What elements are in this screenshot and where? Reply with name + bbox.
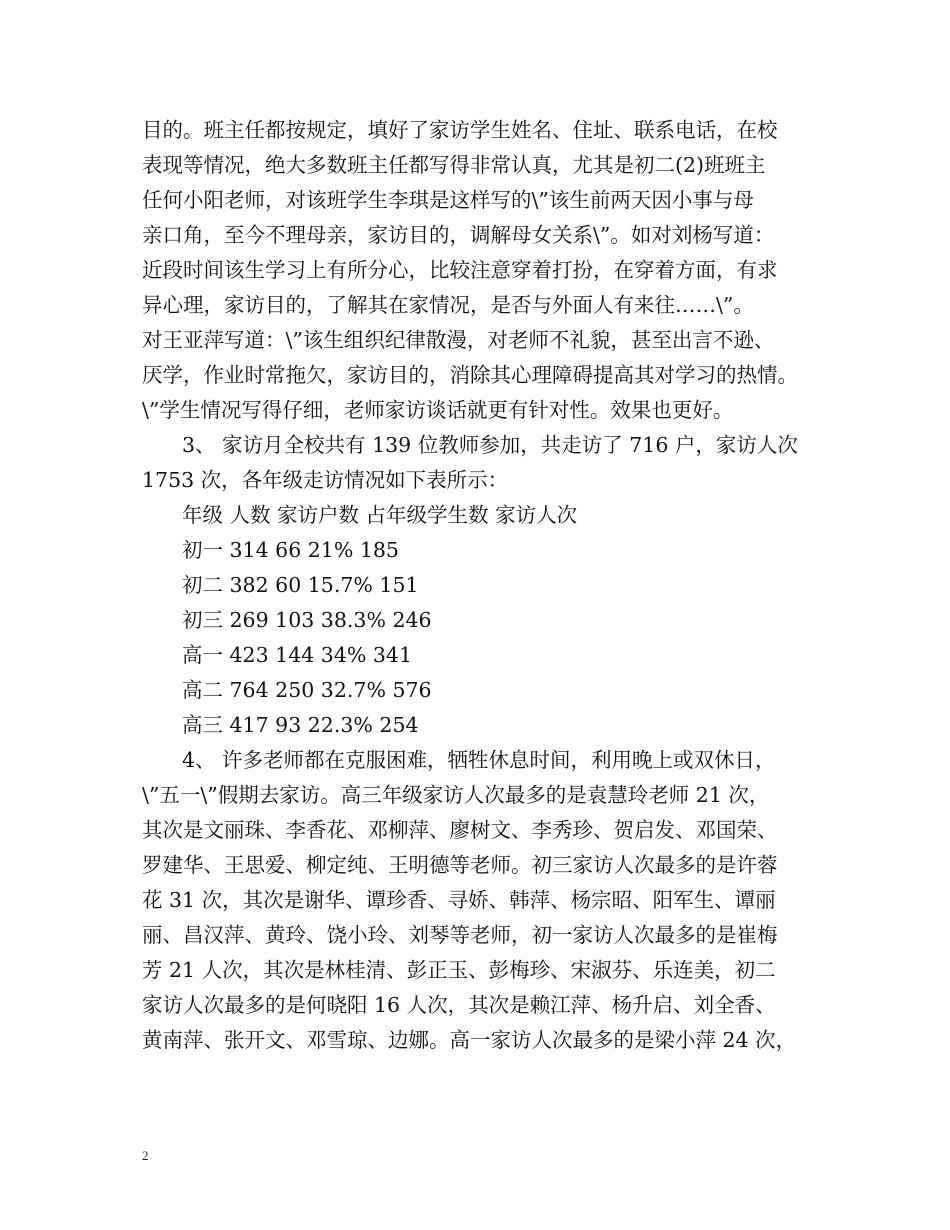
paragraph-1-line: \”学生情况写得仔细，老师家访谈话就更有针对性。效果也更好。 (142, 398, 734, 422)
paragraph-3-line: 1753 次，各年级走访情况如下表所示： (142, 468, 509, 492)
paragraph-1-line: 异心理，家访目的，了解其在家情况，是否与外面人有来往……\”。 (142, 293, 754, 317)
paragraph-4-line: 丽、昌汉萍、黄玲、饶小玲、刘琴等老师，初一家访人次最多的是崔梅 (142, 923, 778, 947)
page-number: 2 (142, 1148, 149, 1163)
table-header-row: 年级 人数 家访户数 占年级学生数 家访人次 (182, 503, 578, 527)
paragraph-3-line: 3、 家访月全校共有 139 位教师参加，共走访了 716 户，家访人次 (182, 433, 798, 457)
table-row: 初二 382 60 15.7% 151 (182, 573, 419, 597)
paragraph-4-line: 其次是文丽珠、李香花、邓柳萍、廖树文、李秀珍、贺启发、邓国荣、 (142, 818, 778, 842)
table-row: 初三 269 103 38.3% 246 (182, 608, 432, 632)
paragraph-1-line: 对王亚萍写道：\”该生组织纪律散漫，对老师不礼貌，甚至出言不逊、 (142, 328, 775, 352)
paragraph-4-line: 罗建华、王思爱、柳定纯、王明德等老师。初三家访人次最多的是许蓉 (142, 853, 778, 877)
paragraph-1-line: 目的。班主任都按规定，填好了家访学生姓名、住址、联系电话，在校 (142, 118, 778, 142)
paragraph-4-line: \”五一\”假期去家访。高三年级家访人次最多的是袁慧玲老师 21 次， (142, 783, 770, 807)
paragraph-1-line: 近段时间该生学习上有所分心，比较注意穿着打扮，在穿着方面，有求 (142, 258, 778, 282)
paragraph-4-line: 花 31 次，其次是谢华、谭珍香、寻娇、韩萍、杨宗昭、阳军生、谭丽 (142, 888, 776, 912)
table-row: 高一 423 144 34% 341 (182, 643, 413, 667)
table-row: 高三 417 93 22.3% 254 (182, 713, 419, 737)
table-row: 高二 764 250 32.7% 576 (182, 678, 432, 702)
paragraph-4-line: 芳 21 人次，其次是林桂清、彭正玉、彭梅珍、宋淑芬、乐连美，初二 (142, 958, 776, 982)
paragraph-1-line: 任何小阳老师，对该班学生李琪是这样写的\”该生前两天因小事与母 (142, 188, 754, 212)
table-row: 初一 314 66 21% 185 (182, 538, 399, 562)
paragraph-1-line: 厌学，作业时常拖欠，家访目的，消除其心理障碍提高其对学习的热情。 (142, 363, 798, 387)
paragraph-4-line: 家访人次最多的是何晓阳 16 人次，其次是赖江萍、杨升启、刘全香、 (142, 993, 776, 1017)
paragraph-4-line: 4、 许多老师都在克服困难，牺牲休息时间，利用晚上或双休日， (182, 748, 776, 772)
paragraph-1-line: 亲口角，至今不理母亲，家访目的，调解母女关系\”。如对刘杨写道： (142, 223, 775, 247)
paragraph-4-line: 黄南萍、张开文、邓雪琼、边娜。高一家访人次最多的是梁小萍 24 次， (142, 1028, 797, 1052)
paragraph-1-line: 表现等情况，绝大多数班主任都写得非常认真，尤其是初二(2)班班主 (142, 153, 766, 177)
